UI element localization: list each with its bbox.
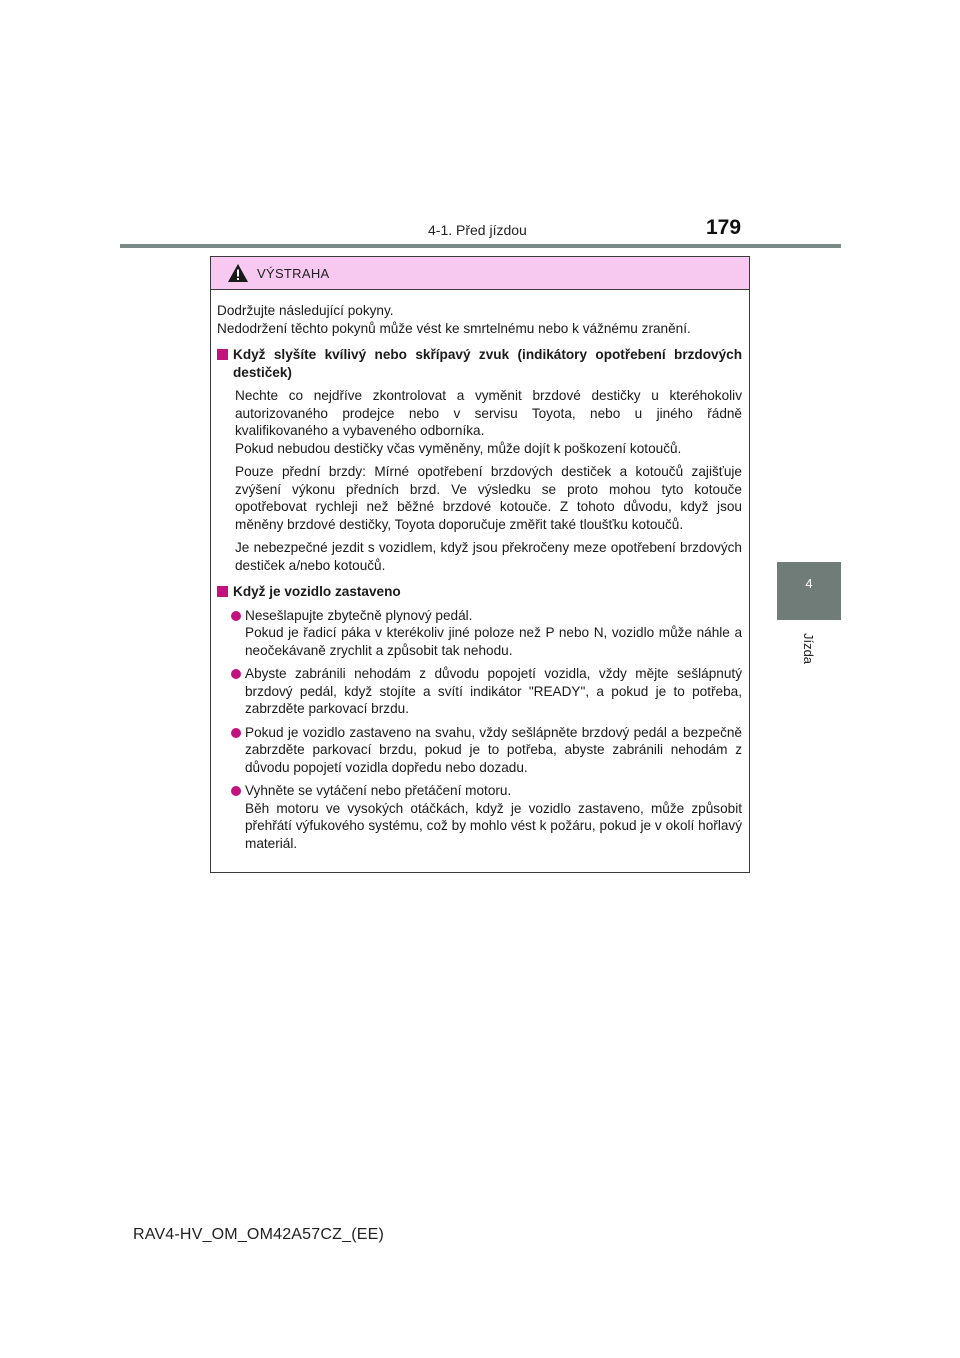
chapter-label-text: Jízda: [801, 632, 817, 664]
intro-line: Dodržujte následující pokyny.: [217, 303, 394, 318]
section-heading: [217, 583, 742, 601]
paragraph-line: Nechte co nejdříve zkontrolovat a vyměnit brzdové destičky u kteréhokoliv autorizovaného prodejce nebo v servisu Toyota, nebo u jiného řádně kvalifikovaného a vybaveného odborníka.: [235, 388, 742, 438]
list-item: [231, 665, 742, 718]
document-code: RAV4-HV_OM_OM42A57CZ_(EE): [133, 1226, 384, 1243]
warning-box: [210, 256, 750, 873]
circle-bullet-icon: [231, 728, 241, 738]
circle-bullet-icon: [231, 786, 241, 796]
paragraph-line: Je nebezpečné jezdit s vozidlem, když jsou překročeny meze opotřebení brzdových destiček a/nebo kotoučů.: [235, 540, 742, 573]
section-brake-pads: [217, 346, 742, 574]
circle-bullet-icon: [231, 669, 241, 679]
paragraph: [235, 387, 742, 457]
warning-header: [211, 257, 749, 290]
warning-body: [211, 290, 749, 852]
circle-bullet-icon: [231, 611, 241, 621]
list-item-text: [245, 607, 742, 660]
page-number: 179: [706, 216, 742, 239]
chapter-tab: 4: [777, 562, 841, 620]
list-item-text: [245, 665, 742, 718]
warning-triangle-icon: [227, 263, 249, 283]
paragraph: [235, 463, 742, 533]
list-item: [231, 782, 742, 852]
section-vehicle-stopped: [217, 583, 742, 852]
list-item-line: Pokud je vozidlo zastaveno na svahu, vždy sešlápněte brzdový pedál a bezpečně zabrzděte parkovací brzdu, pokud je to potřeba, abyste zabránili nehodám z důvodu popojetí vozidla dopředu nebo dozadu.: [245, 724, 742, 775]
section-heading-text: Když slyšíte kvílivý nebo skřípavý zvuk (indikátory opotřebení brzdových destiček): [233, 347, 742, 380]
list-item-line: Nesešlapujte zbytečně plynový pedál.: [245, 607, 473, 623]
chapter-label: [796, 628, 822, 668]
warning-intro: [217, 302, 742, 337]
square-bullet-icon: [217, 349, 228, 360]
header-divider: [120, 244, 841, 248]
section-heading-text: Když je vozidlo zastaveno: [233, 584, 401, 599]
intro-line: Nedodržení těchto pokynů může vést ke smrtelnému nebo k vážnému zranění.: [217, 320, 691, 336]
section-title: 4-1. Před jízdou: [428, 222, 527, 238]
square-bullet-icon: [217, 586, 228, 597]
list-item-text: [245, 724, 742, 777]
list-item-line: Pokud je řadicí páka v kterékoliv jiné poloze než P nebo N, vozidlo může náhle a neočekávaně zrychlit a způsobit tak nehodu.: [245, 625, 742, 658]
list-item-text: [245, 782, 742, 852]
paragraph: [235, 539, 742, 574]
list-item-line: Vyhněte se vytáčení nebo přetáčení motoru.: [245, 783, 512, 798]
list-item-line: Běh motoru ve vysokých otáčkách, když je vozidlo zastaveno, může způsobit přehřátí výfukového systému, což by mohlo vést k požáru, pokud je v okolí hořlavý materiál.: [245, 800, 742, 851]
paragraph-line: Pouze přední brzdy: Mírné opotřebení brzdových destiček a kotoučů zajišťuje zvýšení výkonu předních brzd. Ve výsledku se proto mohou tyto kotouče opotřebovat rychleji než běžné brzdové kotouče. Z tohoto důvodu, když jsou měněny brzdové destičky, Toyota doporučuje změřit také tloušťku kotoučů.: [235, 464, 742, 532]
paragraph-line: Pokud nebudou destičky včas vyměněny, může dojít k poškození kotoučů.: [235, 440, 682, 456]
list-item: [231, 724, 742, 777]
warning-title: VÝSTRAHA: [257, 265, 330, 281]
list-item-line: Abyste zabránili nehodám z důvodu popojetí vozidla, vždy mějte sešlápnutý brzdový pedál, když stojíte a svítí indikátor "READY", a pokud je to potřeba, zabrzděte parkovací brzdu.: [245, 666, 742, 716]
list-item: [231, 607, 742, 660]
section-heading: [217, 346, 742, 381]
